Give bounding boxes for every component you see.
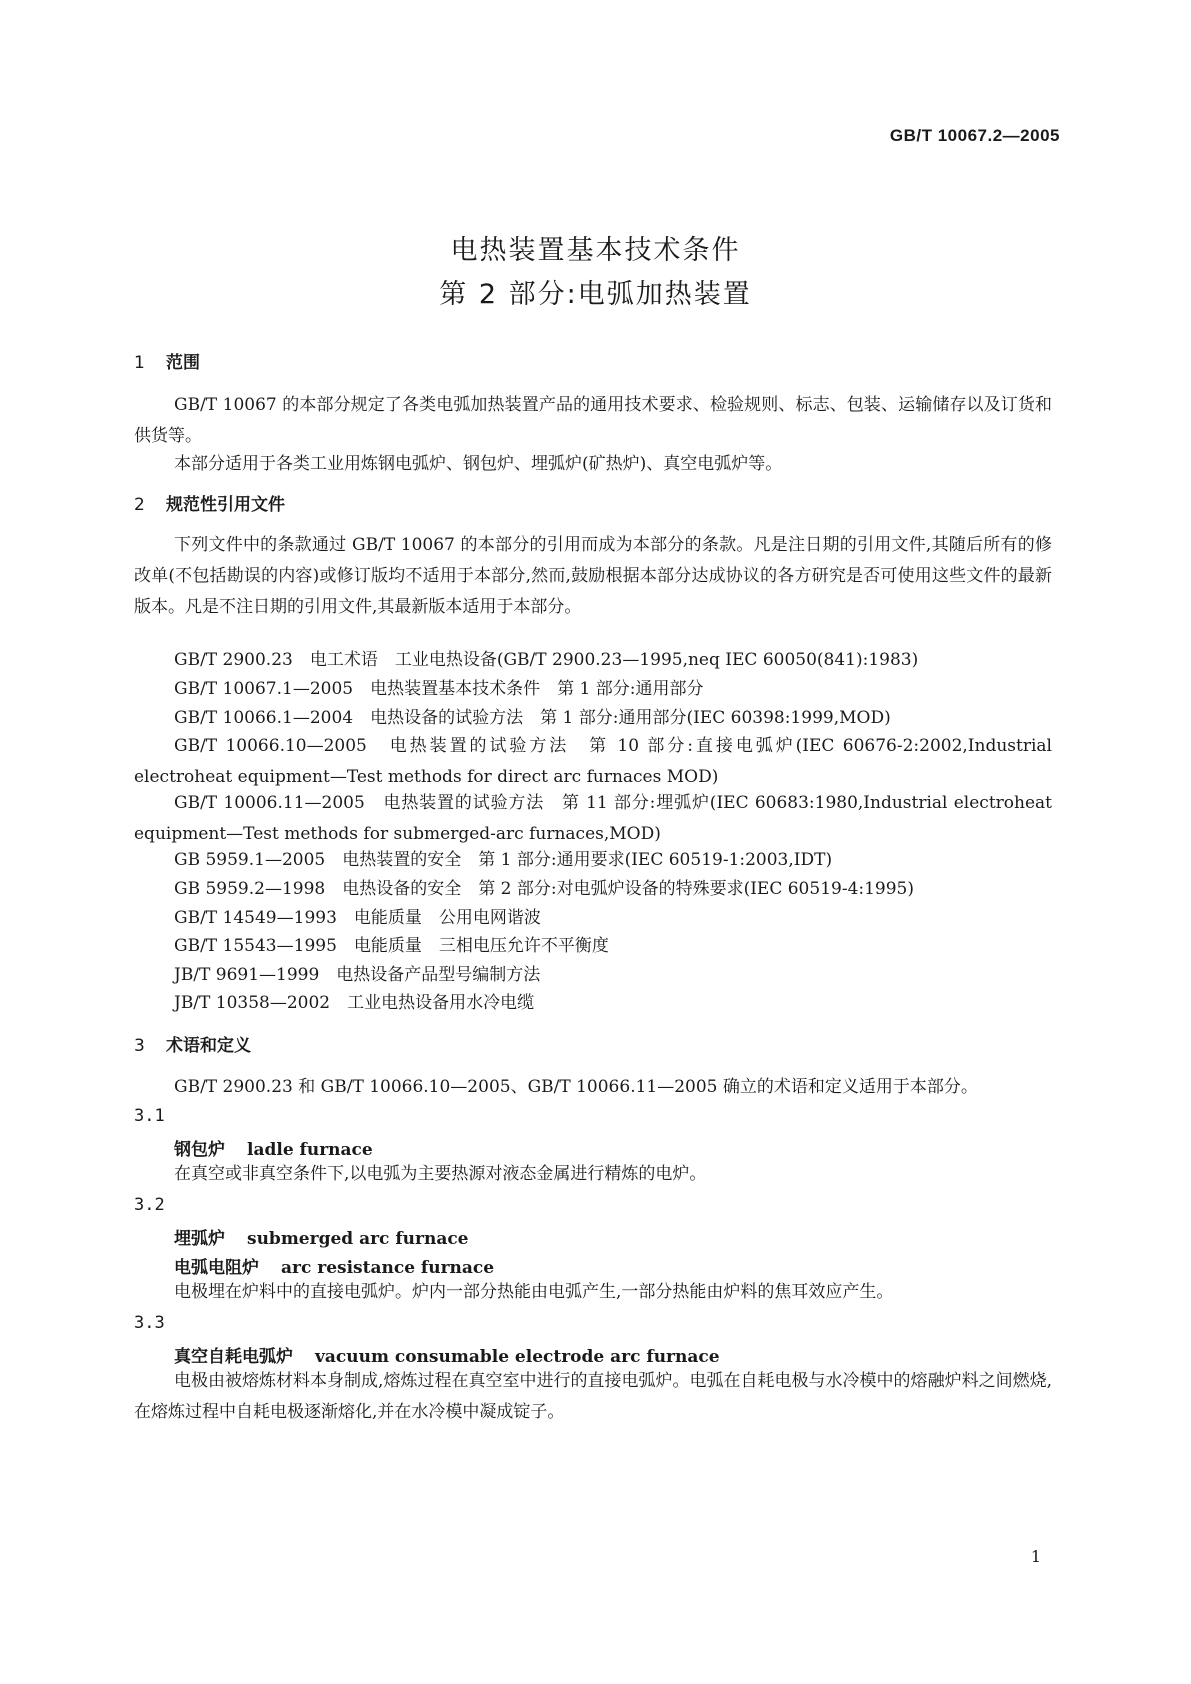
section-1-paragraph-2: 本部分适用于各类工业用炼钢电弧炉、钢包炉、埋弧炉(矿热炉)、真空电弧炉等。 [174, 454, 783, 474]
subclause-3-1-number: 3.1 [134, 1106, 165, 1126]
term-english: submerged arc furnace [247, 1229, 469, 1249]
section-3-title: 术语和定义 [166, 1036, 251, 1056]
term-submerged-arc-furnace [174, 1224, 469, 1249]
reference-item: GB 5959.1—2005 电热装置的安全 第 1 部分:通用要求(IEC 60519-1:2003,IDT) [174, 850, 833, 870]
document-title-line1: 电热装置基本技术条件 [450, 235, 741, 266]
page-number: 1 [1030, 1547, 1041, 1566]
standard-number: GB/T 10067.2—2005 [889, 126, 1060, 145]
reference-item: GB/T 10066.10—2005 电热装置的试验方法 第 10 部分:直接电弧炉(IEC 60676-2:2002,Industrial electroheat equipment—Test methods for direct arc furnaces MOD) [134, 736, 1052, 787]
subclause-3-2-number: 3.2 [134, 1195, 165, 1215]
subclause-3-3-number: 3.3 [134, 1313, 165, 1333]
section-3-number: 3 [134, 1036, 145, 1056]
reference-item: JB/T 9691—1999 电热设备产品型号编制方法 [174, 965, 541, 985]
term-arc-resistance-furnace [174, 1253, 494, 1278]
reference-item: GB 5959.2—1998 电热设备的安全 第 2 部分:对电弧炉设备的特殊要求(IEC 60519-4:1995) [174, 879, 915, 899]
reference-item: GB/T 10067.1—2005 电热装置基本技术条件 第 1 部分:通用部分 [174, 679, 704, 699]
reference-item: GB/T 10006.11—2005 电热装置的试验方法 第 11 部分:埋弧炉(IEC 60683:1980,Industrial electroheat equipment—Test methods for submerged-arc furnaces,MOD) [134, 793, 1052, 844]
reference-item: GB/T 14549—1993 电能质量 公用电网谐波 [174, 908, 541, 928]
section-2-heading [134, 490, 285, 515]
term-english: ladle furnace [247, 1140, 373, 1160]
term-chinese: 钢包炉 [174, 1140, 225, 1160]
term-chinese: 电弧电阻炉 [174, 1258, 259, 1278]
term-ladle-furnace [174, 1135, 373, 1160]
reference-item: GB/T 10066.1—2004 电热设备的试验方法 第 1 部分:通用部分(IEC 60398:1999,MOD) [174, 708, 891, 728]
section-1-title: 范围 [166, 353, 200, 373]
section-2-number: 2 [134, 495, 145, 515]
term-english: arc resistance furnace [281, 1258, 495, 1278]
reference-item: JB/T 10358—2002 工业电热设备用水冷电缆 [174, 993, 535, 1013]
section-2-title: 规范性引用文件 [166, 495, 285, 515]
term-definition: 电极埋在炉料中的直接电弧炉。炉内一部分热能由电弧产生,一部分热能由炉料的焦耳效应产生。 [174, 1282, 894, 1302]
section-1-heading [134, 348, 200, 373]
section-3-heading [134, 1031, 251, 1056]
term-english: vacuum consumable electrode arc furnace [315, 1347, 720, 1367]
section-2-intro: 下列文件中的条款通过 GB/T 10067 的本部分的引用而成为本部分的条款。凡是注日期的引用文件,其随后所有的修改单(不包括勘误的内容)或修订版均不适用于本部分,然而,鼓励根据本部分达成协议的各方研究是否可使用这些文件的最新版本。凡是不注日期的引用文件,其最新版本适用于本部分。 [134, 535, 1052, 617]
term-chinese: 真空自耗电弧炉 [174, 1347, 293, 1367]
section-3-intro: GB/T 2900.23 和 GB/T 10066.10—2005、GB/T 10066.11—2005 确立的术语和定义适用于本部分。 [174, 1077, 978, 1097]
section-1-number: 1 [134, 353, 145, 373]
reference-item: GB/T 15543—1995 电能质量 三相电压允许不平衡度 [174, 936, 609, 956]
term-definition: 在真空或非真空条件下,以电弧为主要热源对液态金属进行精炼的电炉。 [174, 1164, 707, 1184]
term-definition: 电极由被熔炼材料本身制成,熔炼过程在真空室中进行的直接电弧炉。电弧在自耗电极与水冷模中的熔融炉料之间燃烧,在熔炼过程中自耗电极逐渐熔化,并在水冷模中凝成锭子。 [134, 1371, 1052, 1422]
term-chinese: 埋弧炉 [174, 1229, 225, 1249]
reference-item: GB/T 2900.23 电工术语 工业电热设备(GB/T 2900.23—1995,neq IEC 60050(841):1983) [174, 650, 919, 670]
section-1-paragraph-1: GB/T 10067 的本部分规定了各类电弧加热装置产品的通用技术要求、检验规则、标志、包装、运输储存以及订货和供货等。 [134, 395, 1052, 446]
term-vacuum-consumable-electrode-arc-furnace [174, 1342, 720, 1367]
document-title-line2: 第 2 部分:电弧加热装置 [439, 279, 752, 310]
